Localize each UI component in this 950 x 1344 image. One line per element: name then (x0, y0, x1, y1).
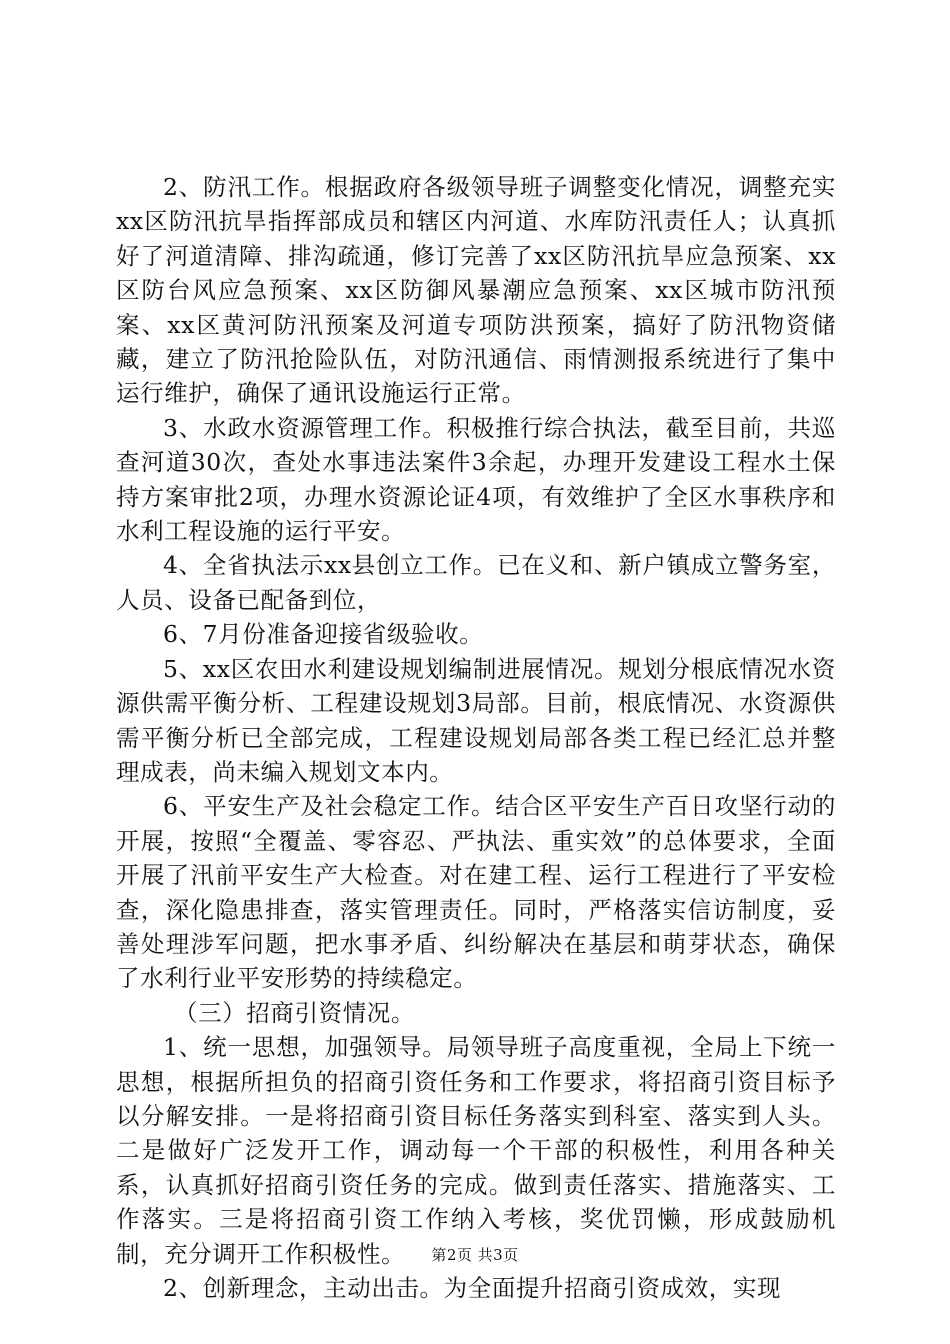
paragraph-unified-thinking: 1、统一思想，加强领导。局领导班子高度重视，全局上下统一思想，根据所担负的招商引资任务和工作要求，将招商引资目标予以分解安排。一是将招商引资目标任务落实到科室、落实到人头。二是做好广泛发开工作，调动每一个干部的积极性，利用各种关系，认真抓好招商引资任务的完成。做到责任落实、措施落实、工作落实。三是将招商引资工作纳入考核，奖优罚懒，形成鼓励机制，充分调开工作积极性。 (116, 1033, 836, 1268)
section-heading-investment: （三）招商引资情况。 (174, 998, 415, 1027)
paragraph-water-administration: 3、水政水资源管理工作。积极推行综合执法，截至目前，共巡查河道30次，查处水事违法案件3余起，办理开发建设工程水土保持方案审批2项，办理水资源论证4项，有效维护了全区水事秩序和水利工程设施的运行平安。 (116, 413, 836, 546)
paragraph-flood-control: 2、防汛工作。根据政府各级领导班子调整变化情况，调整充实xx区防汛抗旱指挥部成员和辖区内河道、水库防汛责任人；认真抓好了河道清障、排沟疏通，修订完善了xx区防汛抗旱应急预案、xx区防台风应急预案、xx区防御风暴潮应急预案、xx区城市防汛预案、xx区黄河防汛预案及河道专项防洪预案，搞好了防汛物资储藏，建立了防汛抢险队伍，对防汛通信、雨情测报系统进行了集中运行维护，确保了通讯设施运行正常。 (116, 173, 836, 408)
paragraph-safety-stability: 6、平安生产及社会稳定工作。结合区平安生产百日攻坚行动的开展，按照“全覆盖、零容忍、严执法、重实效”的总体要求，全面开展了汛前平安生产大检查。对在建工程、运行工程进行了平安检查，深化隐患排查，落实管理责任。同时，严格落实信访制度，妥善处理涉军问题，把水事矛盾、纠纷解决在基层和萌芽状态，确保了水利行业平安形势的持续稳定。 (116, 792, 836, 993)
document-body (116, 170, 836, 1305)
paragraph-irrigation-planning: 5、xx区农田水利建设规划编制进展情况。规划分根底情况水资源供需平衡分析、工程建设规划3局部。目前，根底情况、水资源供需平衡分析已全部完成，工程建设规划局部各类工程已经汇总并整理成表，尚未编入规划文本内。 (116, 654, 836, 786)
paragraph-provincial-acceptance: 6、7月份准备迎接省级验收。 (163, 620, 484, 649)
paragraph-innovation: 2、创新理念，主动出击。为全面提升招商引资成效，实现 (163, 1274, 782, 1302)
paragraph-law-enforcement: 4、全省执法示xx县创立工作。已在义和、新户镇成立警务室，人员、设备已配备到位， (116, 551, 836, 614)
page-number-footer: 第2页 共3页 (431, 1246, 519, 1264)
